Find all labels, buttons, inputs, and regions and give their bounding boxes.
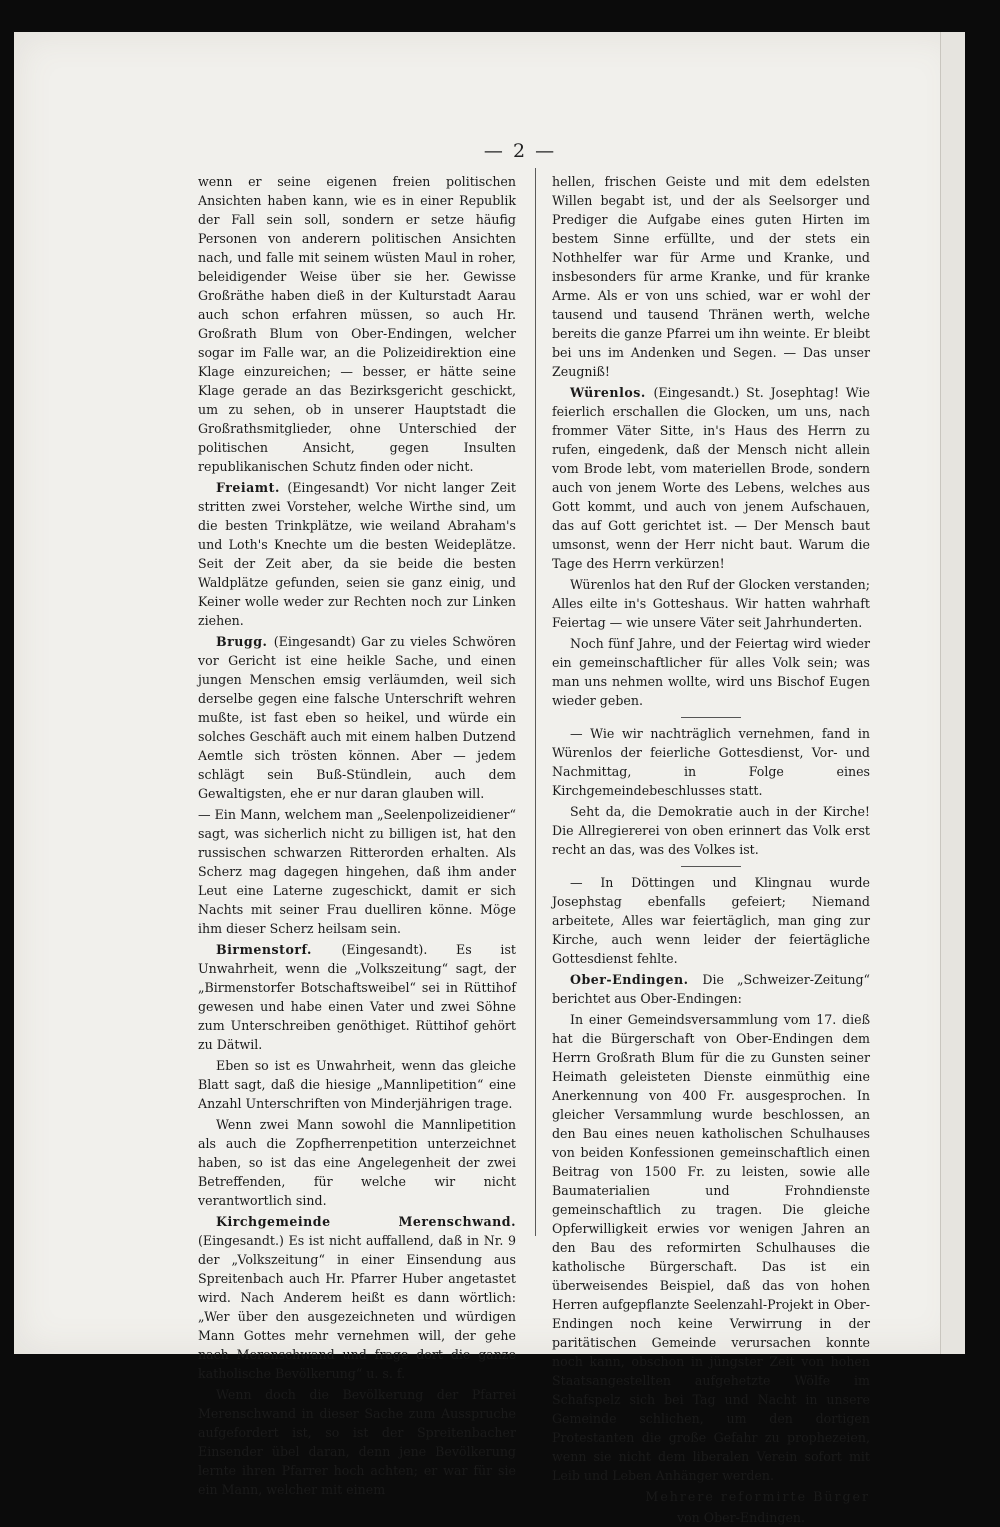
article-paragraph: [552, 970, 870, 1008]
body-paragraph: [552, 802, 870, 859]
page-fold-edge: [940, 32, 965, 1354]
body-paragraph: [198, 1056, 516, 1113]
body-paragraph: [198, 805, 516, 938]
article-paragraph: [198, 940, 516, 1054]
article-heading: Ober-Endingen.: [570, 972, 703, 987]
article-paragraph: [552, 383, 870, 573]
right-column: [552, 172, 870, 1527]
paragraph-text: Wenn zwei Mann sowohl die Mannlipetition als auch die Zopfherrenpetition unterzeichnet haben, so ist das eine Angelegenheit der zwei Betreffenden, für welche wir nicht verantwortlich sind.: [198, 1117, 516, 1208]
body-paragraph: [198, 1385, 516, 1499]
body-paragraph: [198, 1115, 516, 1210]
section-separator: [681, 717, 741, 718]
body-paragraph: [552, 1010, 870, 1485]
article-heading: Würenlos.: [570, 385, 654, 400]
body-paragraph: [552, 634, 870, 710]
paragraph-text: (Eingesandt) Gar zu vieles Schwören vor Gericht ist eine heikle Sache, und einen jungen Menschen emsig verläumden, weil sich derselbe gegen eine falsche Unterschrift wehren mußte, ist fast eben so heikel, und würde ein solches Geschäft auch mit einem halben Dutzend Aemtle sich trösten können. Aber — jedem schlägt sein Buß-Stündlein, auch dem Gewaltigsten, ehe er nur daran glauben will.: [198, 634, 516, 801]
left-column: [198, 172, 516, 1499]
article-paragraph: [198, 632, 516, 803]
body-paragraph: [552, 724, 870, 800]
paragraph-text: — Wie wir nachträglich vernehmen, fand in Würenlos der feierliche Gottesdienst, Vor- und Nachmittag, in Folge eines Kirchgemeindebeschlusses statt.: [552, 726, 870, 798]
paragraph-text: Würenlos hat den Ruf der Glocken verstanden; Alles eilte in's Gotteshaus. Wir hatten wahrhaft Feiertag — wie unsere Väter seit Jahrhunderten.: [552, 577, 870, 630]
body-paragraph: [552, 575, 870, 632]
paragraph-text: — Ein Mann, welchem man „Seelenpolizeidiener“ sagt, was sicherlich nicht zu billigen ist, hat den russischen schwarzen Ritterorden erhalten. Als Scherz mag dagegen hingehen, daß ihm ander Leut eine Laterne zugeschickt, damit er sich Nachts mit seiner Frau duelliren könne. Möge ihm dieser Scherz heilsam sein.: [198, 807, 516, 936]
article-heading: Brugg.: [216, 634, 274, 649]
body-paragraph: [552, 172, 870, 381]
paragraph-text: Seht da, die Demokratie auch in der Kirche! Die Allregiererei von oben erinnert das Volk erst recht an das, was des Volkes ist.: [552, 804, 870, 857]
article-paragraph: [198, 478, 516, 630]
paragraph-text: (Eingesandt.) St. Josephtag! Wie feierlich erschallen die Glocken, um uns, nach frommer Väter Sitte, in's Haus des Herrn zu rufen, eingedenk, daß der Mensch nicht allein vom Brode lebt, vom materiellen Brode, sondern auch von jenem Worte des Lebens, welches aus Gott kommt, und auch von jenem Aufschauen, das auf Gott gerichtet ist. — Der Mensch baut umsonst, wenn der Herr nicht baut. Warum die Tage des Herrn verkürzen!: [552, 385, 871, 571]
paragraph-text: Wenn doch die Bevölkerung der Pfarrei Merenschwand in dieser Sache zum Ausspruche aufgefordert ist, so ist der Spreitenbacher Einsender übel daran, denn jene Bevölkerung lernte ihren Pfarrer hoch achten; er war für sie ein Mann, welcher mit einem: [198, 1387, 516, 1497]
column-divider: [535, 168, 536, 1236]
paragraph-text: Eben so ist es Unwahrheit, wenn das gleiche Blatt sagt, daß die hiesige „Mannlipetition“ eine Anzahl Unterschriften von Minderjährigen trage.: [198, 1058, 516, 1111]
section-separator: [681, 866, 741, 867]
article-paragraph: [198, 1212, 516, 1383]
paragraph-text: (Eingesandt). Es ist Unwahrheit, wenn die „Volkszeitung“ sagt, der „Birmenstorfer Botschaftsweibel“ sei in Rüttihof gewesen und habe einen Vater und zwei Söhne zum Unterschreiben genöthiget. Rüttihof gehört zu Dätwil.: [198, 942, 516, 1052]
body-paragraph: [552, 873, 870, 968]
page-number: — 2 —: [483, 140, 557, 162]
paragraph-text: — In Döttingen und Klingnau wurde Josephstag ebenfalls gefeiert; Niemand arbeitete, Alles war feiertäglich, man ging zur Kirche, auch wenn leider der feiertägliche Gottesdienst fehlte.: [552, 875, 870, 966]
paragraph-text: hellen, frischen Geiste und mit dem edelsten Willen begabt ist, und der als Seelsorger und Prediger die Aufgabe eines guten Hirten im bestem Sinne erfüllte, und der stets ein Nothhelfer war für Arme und Kranke, und insbesonders für arme Kranke, und für kranke Arme. Als er von uns schied, war er wohl der tausend und tausend Thränen werth, welche bereits die ganze Pfarrei um ihn weinte. Er bleibt bei uns im Andenken und Segen. — Das unser Zeugniß!: [552, 174, 870, 379]
article-heading: Kirchgemeinde Merenschwand.: [216, 1214, 516, 1229]
paragraph-text: (Eingesandt) Vor nicht langer Zeit stritten zwei Vorsteher, welche Wirthe sind, um die besten Trinkplätze, wie weiland Abraham's und Loth's Knechte um die besten Weideplätze. Seit der Zeit aber, da sie beide die besten Waldplätze gefunden, seien sie ganz einig, und Keiner wolle weder zur Rechten noch zur Linken ziehen.: [198, 480, 516, 628]
paragraph-text: In einer Gemeindsversammlung vom 17. dieß hat die Bürgerschaft von Ober-Endingen dem Herrn Großrath Blum für die zu Gunsten seiner Heimath geleisteten Dienste einmüthig eine Anerkennung von 400 Fr. ausgesprochen. In gleicher Versammlung wurde beschlossen, an den Bau eines neuen katholischen Schulhauses von beiden Konfessionen gemeinschaftlich einen Beitrag von 1500 Fr. zu leisten, sowie alle Baumaterialien und Frohndienste gemeinschaftlich zu tragen. Die gleiche Opferwilligkeit erwies vor wenigen Jahren an den Bau des reformirten Schulhauses die katholische Bürgerschaft. Das ist ein überweisendes Beispiel, daß das von hohen Herren aufgepflanzte Seelenzahl-Projekt in Ober-Endingen noch keine Verwirrung in der paritätischen Gemeinde verursachen konnte noch kann, obschon in jüngster Zeit von hohen Staatsangestellten aufgehetzte Wölfe im Schafspelz sich bei Tag und Nacht in unsere Gemeinde schlichen, um den dortigen Protestanten die große Gefahr zu prophezeien, wenn sie nicht dem liberalen Verein sofort mit Leib und Leben Anhänger werden.: [552, 1012, 870, 1483]
paragraph-text: (Eingesandt.) Es ist nicht auffallend, daß in Nr. 9 der „Volkszeitung“ in einer Einsendung aus Spreitenbach auch Hr. Pfarrer Huber angetastet wird. Nach Anderem heißt es dann wörtlich: „Wer über den ausgezeichneten und würdigen Mann Gottes mehr vernehmen will, der gehe nach Merenschwand und frage dort die ganze katholische Bevölkerung“ u. s. f.: [198, 1233, 516, 1381]
article-heading: Freiamt.: [216, 480, 288, 495]
body-paragraph: [198, 172, 516, 476]
paragraph-text: wenn er seine eigenen freien politischen Ansichten haben kann, wie es in einer Republik der Fall sein soll, sondern er setze häufig Personen von anderern politischen Ansichten nach, und falle mit seinem wüsten Maul in roher, beleidigender Weise über sie her. Gewisse Großräthe haben dieß in der Kulturstadt Aarau auch schon erfahren müssen, so auch Hr. Großrath Blum von Ober-Endingen, welcher sogar im Falle war, an die Polizeidirektion eine Klage einzureichen; — besser, er hätte seine Klage gerade an das Bezirksgericht geschickt, um zu sehen, ob in unserer Hauptstadt die Großrathsmitglieder, ohne Unterschied der politischen Ansicht, gegen Insulten republikanischen Schutz finden oder nicht.: [198, 174, 516, 474]
article-heading: Birmenstorf.: [216, 942, 342, 957]
signature-origin: von Ober-Endingen.: [676, 1510, 806, 1525]
paragraph-text: Die „Schweizer-Zeitung“ berichtet aus Ober-Endingen:: [552, 972, 870, 1006]
signature-line: Mehrere reformirte Bürger: [645, 1489, 870, 1504]
paragraph-text: Noch fünf Jahre, und der Feiertag wird wieder ein gemeinschaftlicher für alles Volk sein; was man uns nehmen wollte, wird uns Bischof Eugen wieder geben.: [552, 636, 870, 708]
